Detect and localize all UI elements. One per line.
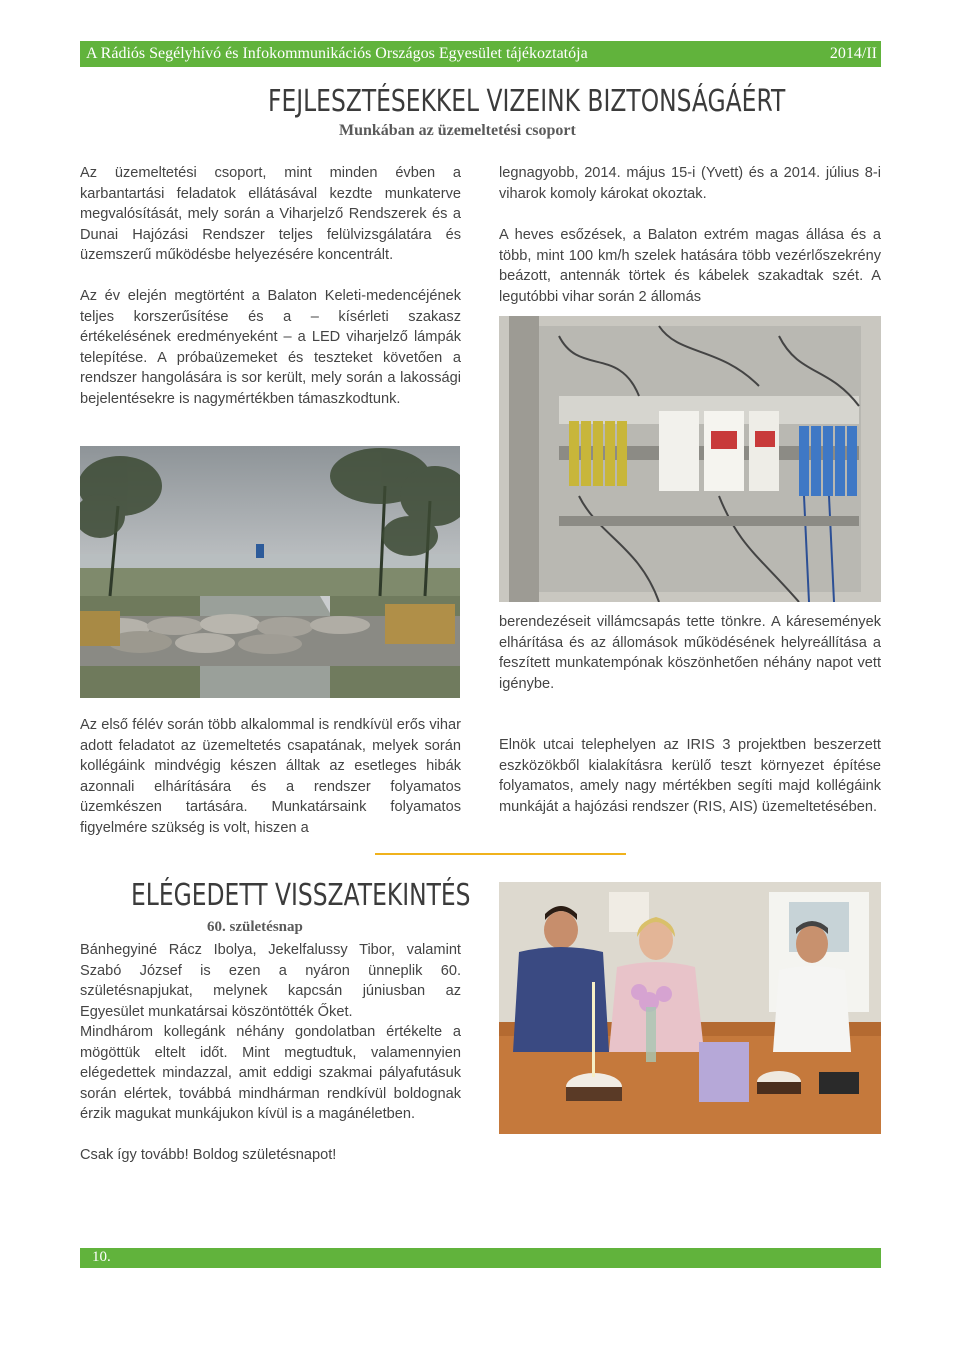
article-paragraph-4: legnagyobb, 2014. május 15-i (Yvett) és a 2014. július 8-i viharok komoly károkat okoztak.	[499, 165, 881, 202]
article-paragraph-3: Az első félév során több alkalommal is rendkívül erős vihar adott feladatot az üzemeltetés csapatának, melyek során kollégáink mindvégig készen álltak az esetleges hibák azonnali elhárítására és a rendszer folyamatos üzemkészen tartására. Munkatársaink folyamatos figyelmére szükség is volt, hiszen a	[80, 717, 461, 836]
section2-title: ELÉGEDETT VISSZATEKINTÉS	[131, 878, 471, 913]
section2-subtitle: 60. születésnap	[207, 919, 303, 935]
control-cabinet-photo	[499, 316, 881, 602]
birthday-photo	[499, 882, 881, 1134]
section2-paragraph-1: Bánhegyiné Rácz Ibolya, Jekelfalussy Tibor, valamint Szabó József is ezen a nyáron ünneplik 60. születésnapjukat, melynek kapcsán júniusban az Egyesület munkatársai köszöntötték Őket.	[80, 942, 461, 1020]
article-paragraph-7: Elnök utcai telephelyen az IRIS 3 projektben beszerzett eszközökből kialakításra kerülő teszt környezet építése folyamatos, amely nagy mértékben segíti majd kollégáink munkáját a hajózási rendszer (RIS, AIS) üzemeltetésében.	[499, 737, 881, 815]
article-paragraph-2: Az év elején megtörtént a Balaton Keleti-medencéjének teljes korszerűsítése és a – kísérleti szakasz értékelésének eredményeként – a LED viharjelző lámpák telepítése. A próbaüzemeket és teszteket követően a rendszer hangolására is sor került, mely során a lakossági bejelentésekre is nagymértékben támaszkodtunk.	[80, 288, 461, 407]
article-title: FEJLESZTÉSEKKEL VIZEINK BIZTONSÁGÁÉRT	[268, 84, 786, 119]
footer-bar	[80, 1248, 881, 1268]
header-issue: 2014/II	[829, 45, 877, 62]
section2-paragraph-2: Mindhárom kollegánk néhány gondolatban értékelte a mögöttük eltelt időt. Mint megtudtuk, valamennyien elégedettek mindazzal, amit eddigi szakmai pályafutásuk során elértek, továbbá mindhárman rendkívül boldognak érzik magukat munkájukon kívül is a magánéletben.	[80, 1024, 461, 1123]
article-subtitle: Munkában az üzemeltetési csoport	[339, 122, 576, 139]
storm-shore-photo	[80, 446, 460, 698]
page-number: 10.	[92, 1249, 111, 1265]
article-paragraph-5: A heves esőzések, a Balaton extrém magas állása és a több, mint 100 km/h szelek hatására több vezérlőszekrény beázott, antennák törtek és kábelek szakadtak szét. A legutóbbi vihar során 2 állomás	[499, 227, 881, 305]
article-paragraph-6: berendezéseit villámcsapás tette tönkre. A káresemények elhárítása és az állomások működésének helyreállítása a feszített munkatempónak köszönhetően néhány napot vett igénybe.	[499, 614, 881, 692]
header-organization: A Rádiós Segélyhívó és Infokommunikációs Országos Egyesület tájékoztatója	[86, 45, 588, 62]
article-paragraph-1: Az üzemeltetési csoport, mint minden évben a karbantartási feladatok ellátásával kezdte munkaterve megvalósítását, mely során a Viharjelző Rendszerek és a Dunai Hajózási Rendszer teljes felülvizsgálatára és üzemszerű működésbe helyezésére koncentrált.	[80, 165, 461, 264]
header-bar	[80, 41, 881, 67]
section-divider	[375, 853, 626, 855]
section2-paragraph-3: Csak így tovább! Boldog születésnapot!	[80, 1147, 337, 1163]
